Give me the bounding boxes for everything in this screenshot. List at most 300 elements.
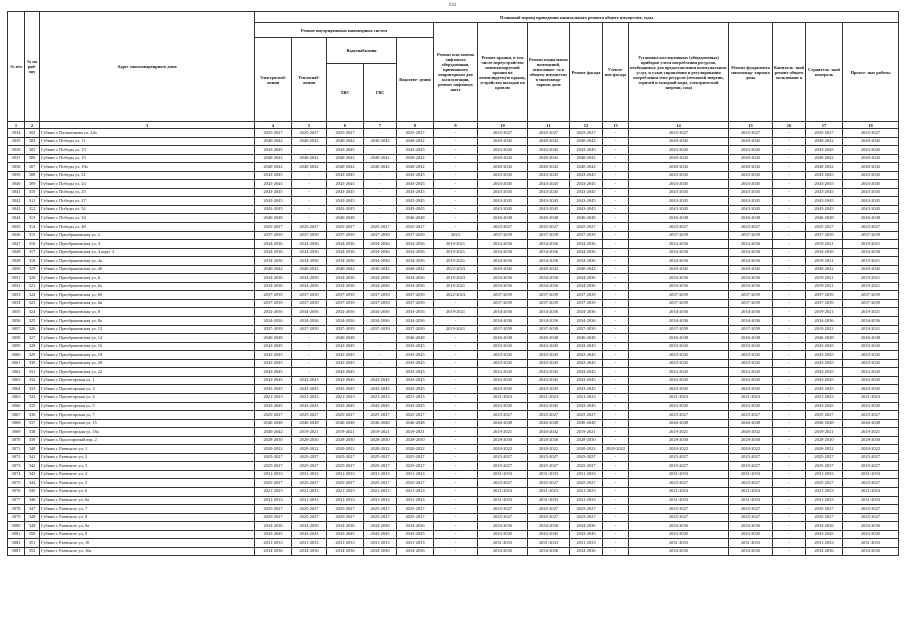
table-cell: 311: [25, 197, 40, 206]
table-cell: 2021-2023: [729, 487, 773, 496]
table-cell: 2043-2045: [478, 359, 528, 368]
table-cell: -: [434, 376, 478, 385]
table-cell: 2046-2048: [570, 214, 603, 223]
table-cell: 2043-2045: [570, 197, 603, 206]
table-cell: 2043-2045: [478, 368, 528, 377]
table-cell: 2019-2021: [806, 282, 843, 291]
table-cell: 2034-2036: [255, 547, 292, 556]
table-cell: 2037-2039: [397, 231, 434, 240]
table-cell: 2037-2039: [478, 291, 528, 300]
table-cell: 2043-2045: [528, 146, 570, 155]
table-cell: 2043-2045: [255, 171, 292, 180]
table-cell: 2043-2045: [570, 188, 603, 197]
column-number: 3: [40, 122, 255, 129]
address-cell: Губкин г, Раевского ул, 7: [40, 505, 255, 514]
table-cell: -: [434, 129, 478, 138]
table-cell: 2025-2027: [397, 505, 434, 514]
table-cell: 2025-2027: [364, 479, 397, 488]
table-cell: 2034-2036: [292, 240, 327, 249]
table-cell: -: [603, 274, 629, 283]
table-cell: -: [773, 163, 806, 172]
table-cell: 2031-2033: [729, 496, 773, 505]
table-cell: 2020-2022: [327, 445, 364, 454]
column-number: 7: [364, 122, 397, 129]
column-number: 17: [806, 122, 843, 129]
table-cell: 2025-2027: [255, 129, 292, 138]
table-cell: 2034-2036: [327, 317, 364, 326]
table-cell: 2040-2042: [629, 154, 729, 163]
table-cell: 2037-2039: [806, 299, 843, 308]
table-cell: 2046-2048: [570, 419, 603, 428]
table-cell: 2043-2045: [478, 188, 528, 197]
table-cell: 2037-2039: [806, 231, 843, 240]
table-cell: -: [773, 308, 806, 317]
address-cell: Губкин г, Пролетарская ул, 7: [40, 411, 255, 420]
table-cell: 2043-2045: [327, 402, 364, 411]
table-cell: -: [364, 351, 397, 360]
table-cell: 3041: [8, 188, 25, 197]
table-cell: 2043-2045: [570, 180, 603, 189]
table-cell: 2031-2033: [255, 539, 292, 548]
table-cell: 2025-2027: [255, 453, 292, 462]
table-cell: -: [603, 205, 629, 214]
table-cell: 2043-2045: [327, 188, 364, 197]
table-cell: 2043-2045: [570, 368, 603, 377]
table-cell: 2043-2045: [806, 359, 843, 368]
table-cell: 308: [25, 171, 40, 180]
table-cell: 2025-2027: [528, 479, 570, 488]
table-cell: 2043-2045: [364, 530, 397, 539]
table-cell: 2031-2033: [629, 470, 729, 479]
table-cell: -: [773, 214, 806, 223]
table-cell: 2034-2036: [255, 522, 292, 531]
column-number: 15: [729, 122, 773, 129]
table-cell: 2037-2039: [327, 299, 364, 308]
table-cell: 2043-2045: [397, 188, 434, 197]
table-cell: 2043-2045: [255, 359, 292, 368]
table-cell: -: [603, 299, 629, 308]
table-cell: 2043-2045: [255, 342, 292, 351]
table-cell: -: [773, 240, 806, 249]
table-cell: -: [603, 470, 629, 479]
table-cell: 2034-2036: [478, 240, 528, 249]
table-cell: 2034-2036: [364, 308, 397, 317]
table-cell: 2034-2036: [397, 522, 434, 531]
table-cell: -: [292, 146, 327, 155]
table-cell: 2034-2036: [364, 317, 397, 326]
table-cell: 2034-2036: [397, 282, 434, 291]
table-cell: 2043-2045: [327, 376, 364, 385]
table-cell: 2043-2045: [570, 359, 603, 368]
table-cell: 326: [25, 325, 40, 334]
table-cell: 2040-2042: [327, 137, 364, 146]
column-number: 12: [570, 122, 603, 129]
table-cell: 2043-2045: [292, 385, 327, 394]
header-n-district: № по рай- ону: [25, 12, 40, 122]
table-row: [8, 154, 899, 163]
table-cell: -: [773, 539, 806, 548]
table-cell: 2043-2045: [478, 376, 528, 385]
table-cell: 2028-2030: [806, 436, 843, 445]
header-hvs: ХВС: [327, 64, 364, 122]
table-cell: 2025-2027: [397, 513, 434, 522]
table-cell: 3082: [8, 539, 25, 548]
table-cell: -: [773, 265, 806, 274]
table-cell: 2025-2027: [292, 453, 327, 462]
table-cell: 2025-2027: [528, 411, 570, 420]
table-cell: 2037-2039: [255, 291, 292, 300]
table-cell: 2019-2021: [570, 428, 603, 437]
table-cell: -: [603, 334, 629, 343]
address-cell: Губкин г, Раевского ул, 10: [40, 539, 255, 548]
table-cell: 2025-2027: [397, 462, 434, 471]
table-cell: 2019-2021: [806, 325, 843, 334]
table-body: [8, 129, 899, 556]
table-cell: 2025-2027: [843, 223, 899, 232]
table-cell: 2034-2036: [629, 274, 729, 283]
table-cell: 2019-2021: [843, 274, 899, 283]
address-cell: Губкин г, Победы ул, 15: [40, 146, 255, 155]
table-cell: 2043-2045: [478, 385, 528, 394]
table-cell: -: [434, 205, 478, 214]
table-cell: 2028-2030: [629, 436, 729, 445]
table-cell: 2025-2027: [255, 223, 292, 232]
table-cell: 2037-2039: [255, 299, 292, 308]
table-cell: 2025-2027: [729, 453, 773, 462]
table-cell: 2034-2036: [629, 248, 729, 257]
table-cell: 2043-2045: [570, 205, 603, 214]
table-cell: 2046-2048: [806, 419, 843, 428]
table-cell: 2043-2045: [570, 171, 603, 180]
address-cell: Губкин г, Победы ул, 27: [40, 197, 255, 206]
table-cell: -: [292, 368, 327, 377]
table-cell: 2025-2027: [528, 505, 570, 514]
table-cell: 2037-2039: [843, 299, 899, 308]
table-cell: 2031-2033: [397, 470, 434, 479]
table-cell: 2025-2027: [478, 223, 528, 232]
table-cell: 2031-2033: [478, 496, 528, 505]
table-cell: 2025-2027: [570, 505, 603, 514]
table-cell: -: [603, 419, 629, 428]
table-cell: -: [292, 334, 327, 343]
table-cell: 344: [25, 479, 40, 488]
table-cell: -: [434, 547, 478, 556]
table-cell: 2040-2042: [397, 154, 434, 163]
table-cell: -: [603, 393, 629, 402]
table-cell: 2046-2048: [478, 334, 528, 343]
table-cell: 2043-2045: [629, 342, 729, 351]
table-cell: 2034-2036: [806, 317, 843, 326]
table-row: [8, 180, 899, 189]
table-cell: -: [603, 137, 629, 146]
table-cell: -: [773, 334, 806, 343]
table-cell: 2043-2045: [528, 351, 570, 360]
table-cell: 2043-2045: [806, 530, 843, 539]
table-cell: 2034-2036: [327, 282, 364, 291]
table-cell: -: [434, 154, 478, 163]
table-cell: -: [364, 342, 397, 351]
table-cell: 2037-2039: [292, 231, 327, 240]
table-cell: -: [603, 462, 629, 471]
table-cell: 2019-2021: [434, 240, 478, 249]
table-cell: -: [603, 547, 629, 556]
table-cell: 2043-2045: [629, 188, 729, 197]
table-cell: 2028-2030: [292, 436, 327, 445]
table-cell: 2031-2033: [478, 470, 528, 479]
table-cell: 2025-2027: [570, 513, 603, 522]
table-cell: 3036: [8, 146, 25, 155]
table-cell: 2034-2036: [478, 282, 528, 291]
table-cell: 2019-2021: [434, 308, 478, 317]
table-cell: -: [434, 180, 478, 189]
table-cell: 2034-2036: [292, 308, 327, 317]
table-cell: 2034-2036: [528, 308, 570, 317]
table-cell: 2043-2045: [729, 342, 773, 351]
table-cell: 2046-2048: [806, 334, 843, 343]
table-cell: 2034-2036: [327, 257, 364, 266]
table-cell: 2040-2042: [570, 163, 603, 172]
table-cell: 2025-2027: [478, 505, 528, 514]
table-cell: 2040-2042: [327, 265, 364, 274]
table-cell: 3069: [8, 428, 25, 437]
table-cell: 2043-2045: [255, 197, 292, 206]
table-cell: 2025-2027: [397, 129, 434, 138]
table-cell: 332: [25, 376, 40, 385]
table-cell: 2034-2036: [255, 308, 292, 317]
table-cell: 2034-2036: [292, 248, 327, 257]
table-cell: 3073: [8, 462, 25, 471]
table-cell: 2019-2021: [843, 240, 899, 249]
table-cell: -: [603, 359, 629, 368]
table-cell: 3037: [8, 154, 25, 163]
table-cell: 2034-2036: [629, 547, 729, 556]
table-cell: 2043-2045: [570, 530, 603, 539]
table-cell: 2019-2021: [478, 428, 528, 437]
table-cell: 2025-2027: [478, 129, 528, 138]
table-cell: 2025-2027: [806, 129, 843, 138]
table-cell: 2043-2045: [729, 402, 773, 411]
table-cell: 2019-2021: [806, 240, 843, 249]
table-row: [8, 428, 899, 437]
table-cell: 2043-2045: [397, 342, 434, 351]
table-row: [8, 188, 899, 197]
table-cell: 2034-2036: [729, 257, 773, 266]
table-cell: -: [773, 428, 806, 437]
table-cell: 2025-2027: [729, 411, 773, 420]
table-cell: -: [434, 522, 478, 531]
table-cell: 2046-2048: [528, 334, 570, 343]
table-row: [8, 505, 899, 514]
table-cell: -: [773, 188, 806, 197]
table-cell: 2034-2036: [806, 522, 843, 531]
table-cell: 3045: [8, 223, 25, 232]
table-cell: 2043-2045: [806, 351, 843, 360]
table-cell: 2025-2027: [478, 453, 528, 462]
table-cell: 2028-2030: [255, 436, 292, 445]
table-cell: 2037-2039: [364, 231, 397, 240]
table-cell: 2034-2036: [255, 240, 292, 249]
table-cell: 3044: [8, 214, 25, 223]
table-cell: 2034-2036: [570, 547, 603, 556]
table-cell: 2037-2039: [528, 325, 570, 334]
address-cell: Губкин г, Преображенская ул, 18: [40, 351, 255, 360]
table-cell: 345: [25, 487, 40, 496]
table-cell: 2043-2045: [629, 146, 729, 155]
table-cell: 348: [25, 513, 40, 522]
table-cell: -: [773, 129, 806, 138]
table-cell: -: [773, 282, 806, 291]
table-cell: 2034-2036: [478, 308, 528, 317]
header-utilities-group: Ремонт внутридомовых инженерных систем: [255, 23, 434, 38]
table-cell: 2034-2036: [364, 248, 397, 257]
table-cell: 2031-2033: [397, 496, 434, 505]
table-cell: 2043-2045: [729, 197, 773, 206]
table-cell: 2034-2036: [570, 317, 603, 326]
table-cell: 2043-2045: [397, 402, 434, 411]
table-cell: -: [603, 505, 629, 514]
table-cell: 2046-2048: [255, 334, 292, 343]
table-cell: 2021-2023: [364, 393, 397, 402]
table-row: [8, 274, 899, 283]
table-cell: -: [434, 214, 478, 223]
table-cell: 2025-2027: [570, 411, 603, 420]
table-cell: 337: [25, 419, 40, 428]
table-cell: 2034-2036: [292, 317, 327, 326]
table-cell: 2046-2048: [327, 419, 364, 428]
table-cell: -: [434, 351, 478, 360]
table-cell: -: [603, 453, 629, 462]
table-cell: -: [603, 487, 629, 496]
table-cell: 2040-2042: [729, 137, 773, 146]
table-cell: 2025-2027: [255, 513, 292, 522]
table-cell: 2040-2042: [528, 137, 570, 146]
table-cell: -: [603, 402, 629, 411]
table-cell: 2025-2027: [364, 453, 397, 462]
table-cell: 302: [25, 129, 40, 138]
table-cell: 2020-2022: [528, 445, 570, 454]
table-cell: 2025-2027: [843, 453, 899, 462]
table-cell: 2025-2027: [478, 462, 528, 471]
table-cell: 2037-2039: [255, 325, 292, 334]
table-cell: 2037-2039: [478, 299, 528, 308]
table-cell: 2034-2036: [327, 274, 364, 283]
table-cell: 2037-2039: [729, 299, 773, 308]
table-cell: 2043-2045: [397, 368, 434, 377]
table-cell: 2031-2033: [629, 496, 729, 505]
table-cell: 3034: [8, 129, 25, 138]
table-row: [8, 205, 899, 214]
address-cell: Губкин г, Преображенская ул, 12: [40, 325, 255, 334]
table-cell: 2025-2027: [528, 129, 570, 138]
table-cell: 3056: [8, 317, 25, 326]
table-cell: 2043-2045: [843, 368, 899, 377]
header-roof: Ремонт крыши, в том числе переустройство невентилируемой крыши на вентилируемую крышу, устройство выходов на кровлю: [478, 23, 528, 122]
table-cell: 2043-2045: [528, 342, 570, 351]
table-cell: 2037-2039: [729, 231, 773, 240]
table-cell: -: [434, 188, 478, 197]
table-cell: 2034-2036: [528, 257, 570, 266]
table-cell: 309: [25, 180, 40, 189]
table-cell: 2020-2022: [629, 445, 729, 454]
table-row: [8, 487, 899, 496]
table-cell: 2031-2033: [843, 470, 899, 479]
table-cell: 2043-2045: [292, 530, 327, 539]
table-cell: 2019-2021: [434, 325, 478, 334]
table-cell: 2021-2023: [528, 487, 570, 496]
address-cell: Губкин г, Преображенская ул, 4: [40, 240, 255, 249]
page-number: 131: [448, 3, 457, 8]
table-cell: 2019-2021: [843, 428, 899, 437]
table-cell: 2043-2045: [806, 171, 843, 180]
table-cell: 2034-2036: [327, 308, 364, 317]
table-cell: 3035: [8, 137, 25, 146]
table-cell: 2043-2045: [327, 351, 364, 360]
table-cell: -: [603, 171, 629, 180]
table-cell: 2034-2036: [327, 522, 364, 531]
table-cell: 2037-2039: [327, 291, 364, 300]
table-row: [8, 402, 899, 411]
table-cell: 3079: [8, 513, 25, 522]
table-cell: 3055: [8, 308, 25, 317]
table-cell: -: [434, 487, 478, 496]
table-cell: 2019-2021: [843, 308, 899, 317]
table-cell: 2037-2039: [629, 325, 729, 334]
header-gvs: ГВС: [364, 64, 397, 122]
table-cell: -: [603, 522, 629, 531]
table-cell: 2043-2045: [843, 351, 899, 360]
table-cell: 2043-2045: [843, 146, 899, 155]
table-cell: 339: [25, 436, 40, 445]
table-cell: 2043-2045: [255, 180, 292, 189]
table-cell: 2023: [434, 231, 478, 240]
table-cell: 2046-2048: [292, 419, 327, 428]
column-number: 1: [8, 122, 25, 129]
table-cell: 2043-2045: [255, 146, 292, 155]
table-cell: -: [603, 317, 629, 326]
table-cell: -: [292, 188, 327, 197]
table-cell: -: [603, 385, 629, 394]
address-cell: Губкин г, Преображенская ул, 4б: [40, 265, 255, 274]
table-cell: 2043-2045: [806, 205, 843, 214]
header-n-pp: № п/п: [8, 12, 25, 122]
table-cell: 3083: [8, 547, 25, 556]
table-cell: -: [773, 146, 806, 155]
table-cell: 2043-2045: [327, 359, 364, 368]
table-cell: 2040-2042: [843, 154, 899, 163]
table-cell: 2046-2048: [843, 214, 899, 223]
table-cell: 2031-2033: [570, 496, 603, 505]
address-cell: Губкин г, Преображенская ул, 4 корп. 2: [40, 248, 255, 257]
table-cell: -: [434, 453, 478, 462]
table-cell: 2025-2027: [255, 462, 292, 471]
table-cell: 2034-2036: [397, 547, 434, 556]
table-cell: 2034-2036: [478, 522, 528, 531]
table-cell: 2021-2023: [327, 393, 364, 402]
table-cell: -: [364, 334, 397, 343]
table-cell: 2034-2036: [397, 240, 434, 249]
table-cell: 2020-2022: [255, 445, 292, 454]
address-cell: Губкин г, Преображенская ул, 4а: [40, 257, 255, 266]
table-cell: 2034-2036: [528, 274, 570, 283]
table-cell: 327: [25, 334, 40, 343]
table-cell: 2043-2045: [255, 376, 292, 385]
table-cell: -: [603, 146, 629, 155]
table-cell: 2025-2027: [292, 129, 327, 138]
table-cell: 2019-2021: [843, 325, 899, 334]
table-cell: 3058: [8, 334, 25, 343]
table-cell: -: [292, 359, 327, 368]
table-cell: 2020-2022: [603, 445, 629, 454]
